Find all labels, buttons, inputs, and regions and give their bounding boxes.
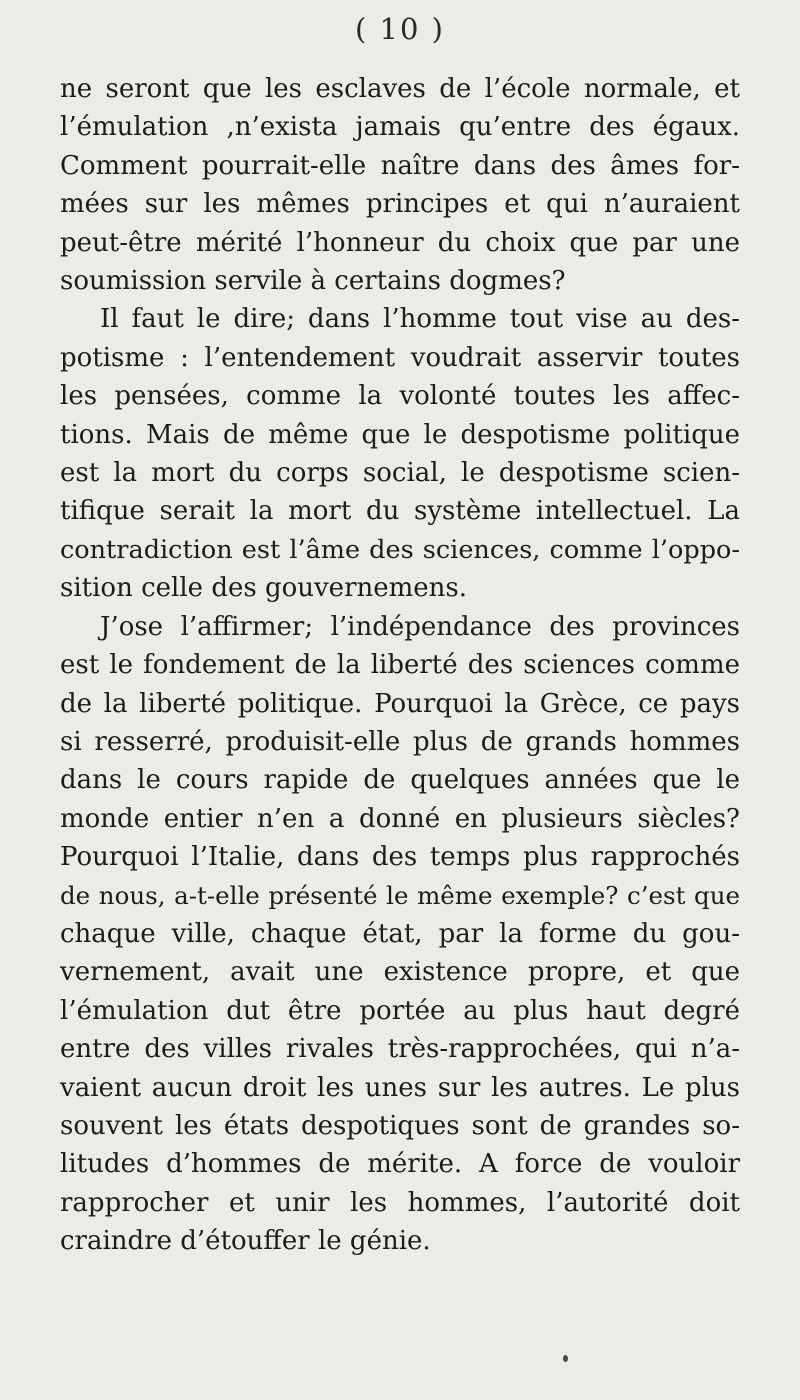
text-line: est la mort du corps social, le despotisme scien-	[60, 458, 740, 489]
text-line: litudes d’hommes de mérite. A force de vouloir	[60, 1149, 740, 1180]
text-line: Il faut le dire; dans l’homme tout vise au des-	[100, 304, 740, 335]
text-line: vernement, avait une existence propre, et que	[60, 957, 740, 988]
text-line: l’émulation dut être portée au plus haut degré	[60, 995, 740, 1026]
text-line: mées sur les mêmes principes et qui n’auraient	[60, 189, 740, 220]
text-line: de nous, a-t-elle présenté le même exemple? c’est que	[60, 880, 740, 910]
page-number: ( 10 )	[355, 12, 445, 46]
text-line: dans le cours rapide de quelques années que le	[60, 765, 740, 796]
text-line: tions. Mais de même que le despotisme politique	[60, 419, 740, 450]
text-line: Pourquoi l’Italie, dans des temps plus rapprochés	[60, 842, 740, 873]
text-line: peut-être mérité l’honneur du choix que par une	[60, 227, 740, 258]
paper-speck	[563, 1355, 568, 1362]
text-line: entre des villes rivales très-rapprochées, qui n’a-	[60, 1034, 740, 1065]
text-line: craindre d’étouffer le génie.	[60, 1226, 431, 1257]
text-line: l’émulation ,n’exista jamais qu’entre des égaux.	[60, 112, 740, 143]
text-line: contradiction est l’âme des sciences, comme l’oppo-	[60, 534, 740, 565]
text-line: souvent les états despotiques sont de grandes so-	[60, 1110, 740, 1141]
text-line: Comment pourrait-elle naître dans des âmes for-	[60, 150, 740, 181]
text-line: tifique serait la mort du système intellectuel. La	[60, 496, 740, 527]
text-line: est le fondement de la liberté des sciences comme	[60, 650, 740, 681]
text-line: J’ose l’affirmer; l’indépendance des provinces	[100, 611, 740, 642]
text-line: chaque ville, chaque état, par la forme du gou-	[60, 918, 740, 949]
text-line: monde entier n’en a donné en plusieurs siècles?	[60, 803, 740, 834]
text-line: si resserré, produisit-elle plus de grands hommes	[60, 726, 740, 757]
text-line: soumission servile à certains dogmes?	[60, 266, 566, 297]
text-line: sition celle des gouvernemens.	[60, 573, 468, 604]
text-line: potisme : l’entendement voudrait asservir toutes	[60, 342, 740, 373]
body-text	[60, 70, 740, 1261]
text-line: ne seront que les esclaves de l’école normale, et	[60, 74, 740, 104]
text-line: les pensées, comme la volonté toutes les affec-	[60, 381, 740, 412]
text-line: de la liberté politique. Pourquoi la Grèce, ce pays	[60, 688, 740, 719]
text-line: vaient aucun droit les unes sur les autres. Le plus	[60, 1072, 740, 1103]
text-line: rapprocher et unir les hommes, l’autorité doit	[60, 1187, 740, 1218]
